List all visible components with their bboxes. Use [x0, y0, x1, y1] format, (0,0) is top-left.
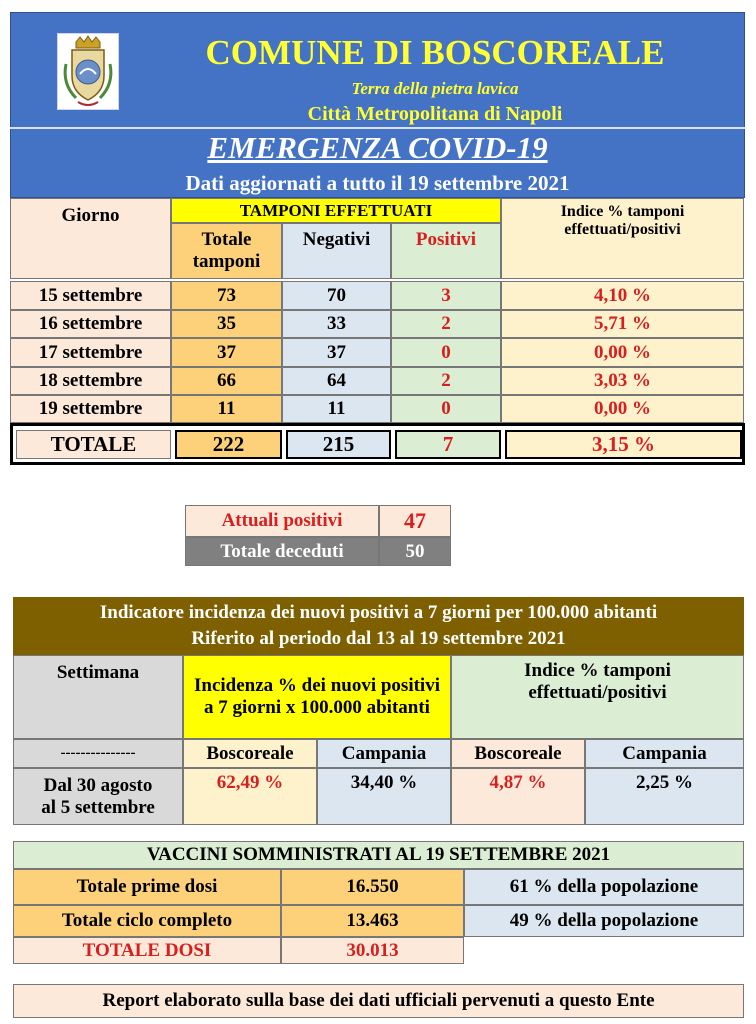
- attuali-positivi-value: 47: [379, 505, 451, 537]
- col-header-settimana: Settimana: [13, 655, 183, 739]
- ciclo-completo-pct: 49 % della popolazione: [464, 905, 744, 937]
- row-giorno: 17 settembre: [10, 338, 171, 367]
- tamponi-totale-row: [10, 423, 745, 465]
- row-indice: 4,10 %: [501, 281, 744, 310]
- row-positivi: 3: [391, 281, 501, 310]
- row-totale: 73: [171, 281, 282, 310]
- totale-deceduti-label: Totale deceduti: [185, 537, 379, 566]
- row-indice: 3,03 %: [501, 367, 744, 395]
- emergency-title: EMERGENZA COVID-19: [207, 130, 548, 165]
- totale-indice: 3,15 %: [505, 430, 742, 459]
- col-header-totale: Totale tamponi: [171, 223, 282, 279]
- row-totale: 37: [171, 338, 282, 367]
- inc-boscoreale-value: 62,49 %: [183, 768, 317, 825]
- row-positivi: 2: [391, 310, 501, 338]
- totale-positivi: 7: [395, 430, 501, 459]
- row-negativi: 11: [282, 395, 391, 423]
- period-cell: Dal 30 agosto al 5 settembre: [13, 768, 183, 825]
- footer-note: Report elaborato sulla base dei dati ufficiali pervenuti a questo Ente: [13, 984, 744, 1018]
- row-totale: 66: [171, 367, 282, 395]
- ciclo-completo-value: 13.463: [281, 905, 464, 937]
- col-group-tamponi: TAMPONI EFFETTUATI: [171, 198, 501, 223]
- prime-dosi-value: 16.550: [281, 869, 464, 905]
- row-positivi: 2: [391, 367, 501, 395]
- attuali-positivi-label: Attuali positivi: [185, 505, 379, 537]
- city-subtitle: Città Metropolitana di Napoli: [307, 103, 563, 125]
- sub-campania-incidenza: Campania: [317, 739, 451, 768]
- sub-campania-indice: Campania: [585, 739, 744, 768]
- sub-boscoreale-indice: Boscoreale: [451, 739, 585, 768]
- row-negativi: 33: [282, 310, 391, 338]
- col-header-incidenza: Incidenza % dei nuovi positivi a 7 giorni x 100.000 abitanti: [183, 655, 451, 739]
- totale-deceduti-value: 50: [379, 537, 451, 566]
- ciclo-completo-label: Totale ciclo completo: [13, 905, 281, 937]
- totale-dosi-label: TOTALE DOSI: [13, 937, 281, 964]
- row-positivi: 0: [391, 338, 501, 367]
- row-positivi: 0: [391, 395, 501, 423]
- col-header-negativi: Negativi: [282, 223, 391, 279]
- coat-of-arms-logo: [57, 33, 119, 110]
- prime-dosi-pct: 61 % della popolazione: [464, 869, 744, 905]
- totale-dosi-value: 30.013: [281, 937, 464, 964]
- sub-boscoreale-incidenza: Boscoreale: [183, 739, 317, 768]
- col-header-indice-2: Indice % tamponi effettuati/positivi: [451, 655, 744, 739]
- col-header-positivi: Positivi: [391, 223, 501, 279]
- row-negativi: 64: [282, 367, 391, 395]
- motto: Terra della pietra lavica: [351, 79, 519, 98]
- ind-campania-value: 2,25 %: [585, 768, 744, 825]
- ind-boscoreale-value: 4,87 %: [451, 768, 585, 825]
- header-divider: [10, 127, 745, 129]
- col-header-indice: Indice % tamponi effettuati/positivi: [501, 198, 744, 279]
- totale-negativi: 215: [286, 430, 391, 459]
- row-giorno: 18 settembre: [10, 367, 171, 395]
- row-totale: 35: [171, 310, 282, 338]
- page-title: COMUNE DI BOSCOREALE: [205, 33, 665, 72]
- row-indice: 0,00 %: [501, 338, 744, 367]
- row-giorno: 19 settembre: [10, 395, 171, 423]
- updated-date: Dati aggiornati a tutto il 19 settembre 2021: [185, 171, 570, 195]
- row-totale: 11: [171, 395, 282, 423]
- totale-tamponi: 222: [175, 430, 282, 459]
- row-giorno: 15 settembre: [10, 281, 171, 310]
- dashes-cell: ---------------: [13, 739, 183, 768]
- prime-dosi-label: Totale prime dosi: [13, 869, 281, 905]
- row-negativi: 37: [282, 338, 391, 367]
- inc-campania-value: 34,40 %: [317, 768, 451, 825]
- incidenza-title: Indicatore incidenza dei nuovi positivi a 7 giorni per 100.000 abitanti Riferito al periodo dal 13 al 19 settembre 2021: [13, 597, 744, 655]
- col-header-giorno: Giorno: [10, 198, 171, 279]
- row-negativi: 70: [282, 281, 391, 310]
- totale-label: TOTALE: [16, 430, 171, 459]
- row-giorno: 16 settembre: [10, 310, 171, 338]
- row-indice: 5,71 %: [501, 310, 744, 338]
- row-indice: 0,00 %: [501, 395, 744, 423]
- vaccini-title: VACCINI SOMMINISTRATI AL 19 SETTEMBRE 2021: [13, 841, 744, 869]
